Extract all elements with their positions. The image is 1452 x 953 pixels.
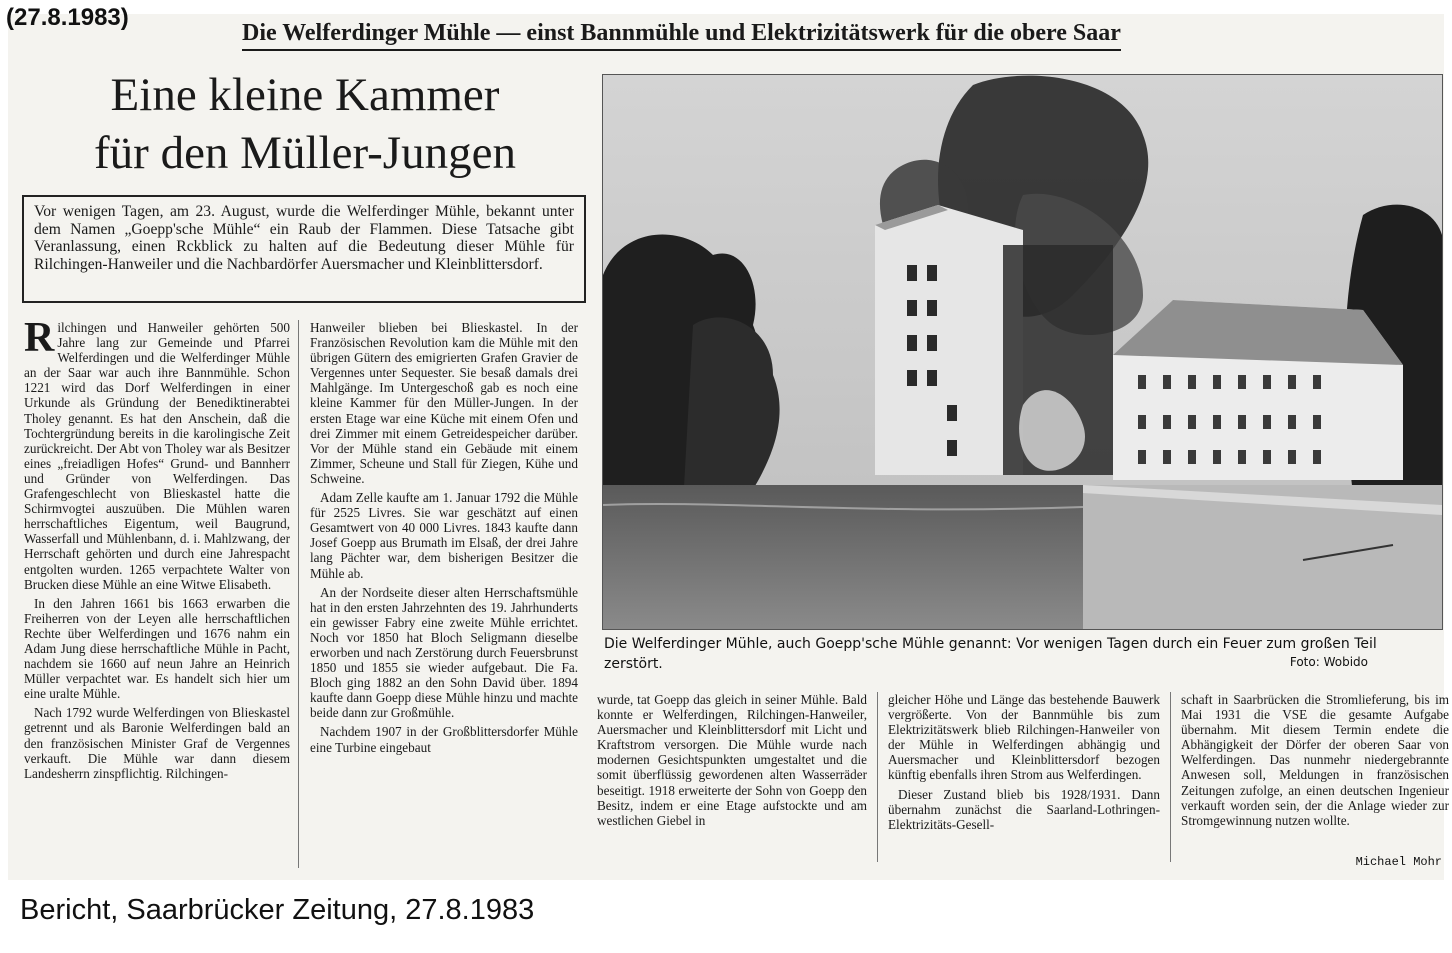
article-column-1 bbox=[24, 320, 290, 868]
headline bbox=[20, 66, 590, 182]
paragraph-text: ilchingen und Hanweiler gehörten 500 Jahre lang zur Gemeinde und Pfarrei Welferdingen und die Welferdinger Mühle an der Saar war auch ihre Bannmühle. Schon 1221 wird das Dorf Welferdingen in einer Urkunde als Gründung der Benediktinerabtei Tholey genannt. Es hat den Anschein, daß die Tochtergründung bereits in die karolingische Zeit zurückreicht. Der Abt von Tholey war als Besitzer eines „freiadligen Hofes“ Grund- und Bannherr und Gründer von Welferdingen. Das Grafengeschlecht von Blieskastel hatte die Schirmvogtei auszuüben. Die Mühlen waren herrschaftliches Eigentum, weil Baugrund, Wasserfall und Mühlenbann, d. i. Mahlzwang, der Herrschaft gehörten und durch eine Jahrespacht entgolten wurden. 1265 verpachtete Walter von Brucken diese Mühle an eine Witwe Elisabeth. bbox=[24, 320, 290, 592]
paragraph: Dieser Zustand blieb bis 1928/1931. Dann übernahm zunächst die Saarland-Lothringen-Elektrizitäts-Gesell- bbox=[888, 786, 1160, 832]
paragraph: An der Nordseite dieser alten Herrschaftsmühle hat in den ersten Jahrzehnten des 19. Jahrhunderts ein gewisser Fabry eine zweite Mühle errichtet. Noch vor 1850 hat Bloch Seligmann dieselbe erworben und nach Zerstörung durch Feuersbrunst 1850 und 1855 sie wieder aufgebaut. Die Fa. Bloch ging 1882 an den Sohn David über. 1894 kaufte dann Goepp diese Mühle hinzu und machte beide dann zur Großmühle. bbox=[310, 584, 578, 721]
kicker-line: Die Welferdinger Mühle — einst Bannmühle und Elektrizitätswerk für die obere Saar bbox=[242, 20, 1121, 51]
burning-mill-photo bbox=[602, 74, 1443, 630]
paragraph: Nachdem 1907 in der Großblittersdorfer Mühle eine Turbine eingebaut bbox=[310, 724, 578, 755]
headline-line-1: Eine kleine Kammer bbox=[110, 69, 500, 121]
headline-line-2: für den Müller-Jungen bbox=[94, 127, 516, 179]
paragraph: Hanweiler blieben bei Blieskastel. In der Französischen Revolution kam die Mühle mit den übrigen Gütern des emigrierten Grafen Gravier de Vergennes unter Sequester. Sie besaß damals drei Mahlgänge. Im Untergeschoß gab es noch eine kleine Kammer für den Müller-Jungen. In der ersten Etage war eine Küche mit einem Ofen und drei Zimmer mit einem Getreidespeicher darüber. Vor der Mühle stand ein Gebäude mit einem Zimmer, Scheune und Stall für Ziegen, Kühe und Schweine. bbox=[310, 320, 578, 486]
lead-paragraph: Vor wenigen Tagen, am 23. August, wurde die Welferdinger Mühle, bekannt unter dem Namen „Goepp'sche Mühle“ ein Raub der Flammen. Diese Tatsache gibt Veranlassung, einen Rckblick zu halten auf die Bedeutung dieser Mühle für Rilchingen-Hanweiler und die Nachbardörfer Auersmacher und Kleinblittersdorf. bbox=[22, 195, 586, 303]
photo-credit: Foto: Wobido bbox=[1289, 655, 1368, 669]
article-column-3 bbox=[597, 692, 867, 868]
drop-cap: R bbox=[24, 320, 55, 361]
column-divider bbox=[298, 320, 299, 868]
paragraph: In den Jahren 1661 bis 1663 erwarben die Freiherren von der Leyen alle herrschaftlichen Rechte über Welferdingen und 1676 nahm ein Adam Jung diese herrschaftliche Mühle in Pacht, nachdem sie 1660 auf neun Jahre an Heinrich Müller verpachtet war. Es handelt sich hier um eine uralte Mühle. bbox=[24, 595, 290, 702]
author-signature: Michael Mohr bbox=[1355, 855, 1442, 869]
column-divider bbox=[877, 692, 878, 862]
date-stamp: (27.8.1983) bbox=[6, 4, 129, 31]
paragraph: schaft in Saarbrücken die Stromlieferung, bis im Mai 1931 die VSE die gesamte Aufgabe übernahm. Mit diesem Termin endete die Abhängigkeit der Dörfer der oberen Saar von Welferdingen. Das nunmehr niedergebrannte Anwesen soll, Meldungen in französischen Zeitungen zufolge, an einen deutschen Ingenieur verkauft worden sein, der die Anlage wieder zur Stromgewinnung nutzen wollte. bbox=[1181, 692, 1449, 828]
paragraph: Adam Zelle kaufte am 1. Januar 1792 die Mühle für 2525 Livres. Sie war geschätzt auf einen Gesamtwert von 40 000 Livres. 1843 kaufte dann Josef Goepp aus Brumath im Elsaß, der drei Jahre lang Pächter war, dem bisherigen Besitzer die Mühle ab. bbox=[310, 490, 578, 581]
photo-illustration bbox=[603, 75, 1442, 629]
article-column-5 bbox=[1181, 692, 1449, 868]
paragraph: Nach 1792 wurde Welferdingen von Blieskastel getrennt und als Baronie Welferdingen bald an den französischen Minister Graf de Vergennes verkauft. Die Mühle war dann diesem Landesherrn zinspflichtig. Rilchingen- bbox=[24, 705, 290, 781]
source-line: Bericht, Saarbrücker Zeitung, 27.8.1983 bbox=[20, 894, 535, 926]
article-column-4 bbox=[888, 692, 1160, 868]
column-divider bbox=[1170, 692, 1171, 862]
paragraph: gleicher Höhe und Länge das bestehende Bauwerk vergrößerte. Von der Bannmühle bis zum Elektrizitätswerk blieb Rilchingen-Hanweiler von der Mühle in Welferdingen abhängig und Auersmacher und Kleinblittersdorf bezogen künftig ebenfalls ihren Strom aus Welferdingen. bbox=[888, 692, 1160, 783]
article-column-2 bbox=[310, 320, 578, 868]
photo-caption: Die Welferdinger Mühle, auch Goepp'sche Mühle genannt: Vor wenigen Tagen durch ein Feuer zum großen Teil zerstört. bbox=[604, 636, 1377, 672]
paragraph bbox=[24, 320, 290, 592]
paragraph: wurde, tat Goepp das gleich in seiner Mühle. Bald konnte er Welferdingen, Rilchingen-Hanweiler, Auersmacher und Kleinblittersdorf mit Licht und Kraftstrom versorgen. Die Mühle wurde nach modernen Gesichtspunkten umgestaltet und die somit überflüssig gewordenen alten Wasserräder beseitigt. 1918 erweiterte der Sohn von Goepp den Besitz, indem er eine Etage aufstockte und am westlichen Giebel in bbox=[597, 692, 867, 828]
